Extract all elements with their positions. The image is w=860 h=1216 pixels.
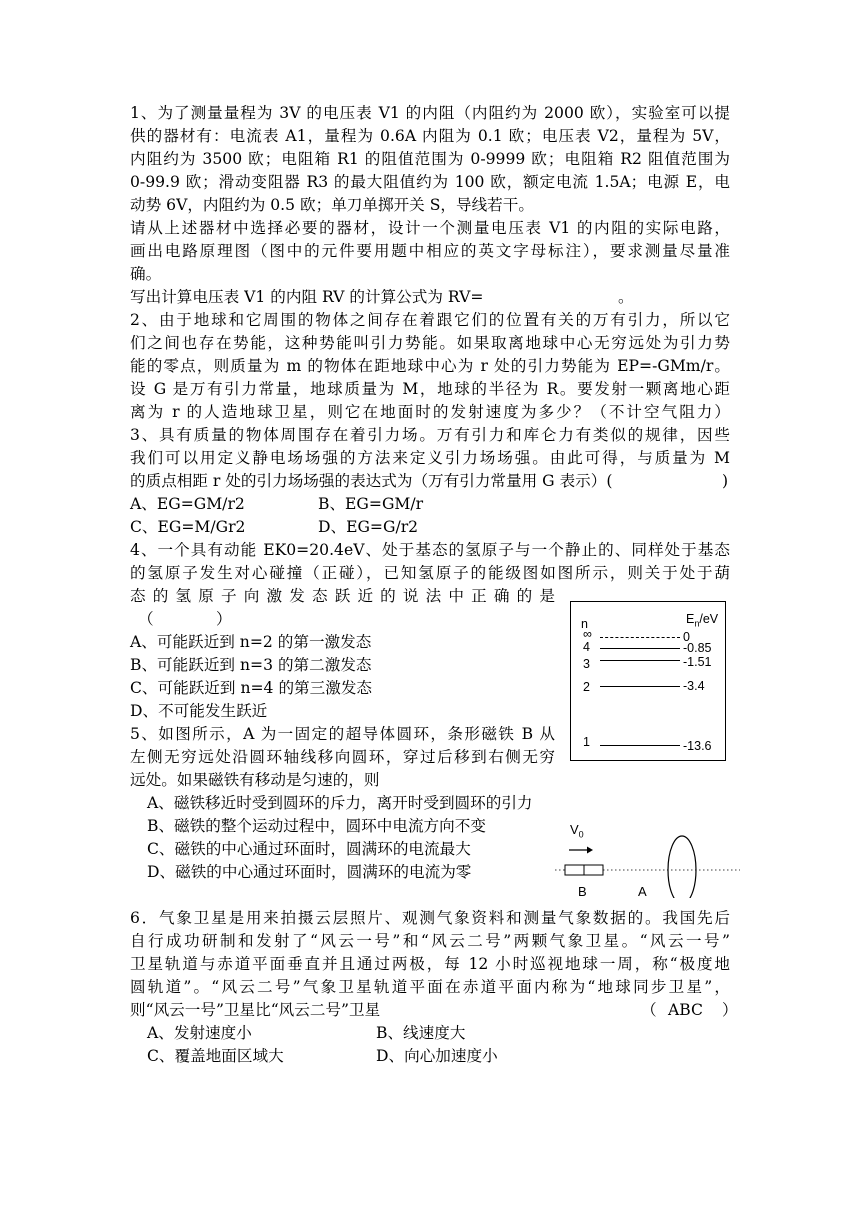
q6-option-d: D、向心加速度小 (376, 1047, 498, 1065)
q4-option-d: D、不可能发生跃近 (130, 702, 268, 720)
magnet-ring-figure (555, 820, 745, 898)
q4-open-paren: （ (138, 610, 154, 628)
q6-line-5: 则“风云一号”卫星比“风云二号”卫星 (130, 1001, 381, 1019)
level-1-line (600, 745, 680, 746)
q3-line-2: 我们可以用定义静电场场强的方法来定义引力场场强。由此可得，与质量为 M (130, 449, 730, 467)
q1-formula-suffix: 。 (618, 288, 634, 306)
level-1-e: -13.6 (683, 739, 712, 753)
q5-line-3: 远处。如果磁铁有移动是匀速的，则 (130, 771, 380, 789)
q1-line-8: 确。 (130, 265, 162, 283)
q4-close-paren: ） (216, 610, 232, 628)
q6-line-4: 圆轨道”。“风云二号”气象卫星轨道平面在赤道平面内称为“地球同步卫星”， (130, 978, 730, 996)
q6-close-paren: ） (722, 1001, 738, 1019)
q1-line-1: 1、为了测量量程为 3V 的电压表 V1 的内阻（内阻约为 2000 欧），实验室可以提 (130, 104, 730, 122)
level-1-n: 1 (583, 735, 590, 749)
energy-unit: /eV (699, 612, 719, 626)
q4-line-1: 4、一个具有动能 EK0=20.4eV、处于基态的氢原子与一个静止的、同样处于基态 (130, 541, 730, 559)
level-2-e: -3.4 (683, 679, 705, 693)
q5-option-c: C、磁铁的中心通过环面时，圆满环的电流最大 (147, 840, 471, 858)
q1-formula-prefix: 写出计算电压表 V1 的内阻 RV 的计算公式为 RV= (130, 288, 484, 306)
energy-level-diagram (570, 601, 726, 761)
superconducting-ring (668, 836, 696, 898)
q2-line-5: 离为 r 的人造地球卫星，则它在地面时的发射速度为多少？（不计空气阻力） (130, 403, 730, 421)
q1-line-3: 内阻约为 3500 欧；电阻箱 R1 的阻值范围为 0-9999 欧；电阻箱 R2 阻值范围为 (130, 150, 730, 168)
velocity-subscript: 0 (578, 829, 584, 840)
level-3-e: -1.51 (683, 655, 712, 669)
level-4-e: -0.85 (683, 641, 712, 655)
level-2-n: 2 (583, 680, 590, 694)
q6-line-3: 卫星轨道与赤道平面垂直并且通过两极，每 12 小时巡视地球一周，称“极度地 (130, 955, 730, 973)
q1-line-7: 画出电路原理图（图中的元件要用题中相应的英文字母标注），要求测量尽量准 (130, 242, 730, 260)
q4-option-b: B、可能跃近到 n=3 的第二激发态 (130, 656, 372, 674)
q2-line-2: 们之间也存在势能，这种势能叫引力势能。如果取离地球中心无穷远处为引力势 (130, 334, 730, 352)
q3-close-paren: ) (722, 472, 729, 490)
energy-subscript: n (694, 618, 700, 629)
q6-answer: ABC (668, 1001, 703, 1019)
velocity-symbol: V (570, 822, 579, 837)
q1-line-2: 供的器材有：电流表 A1，量程为 0.6A 内阻为 0.1 欧；电压表 V2，量程为 5V， (130, 127, 730, 145)
magnet-label: B (578, 884, 587, 899)
q5-line-2: 左侧无穷远处沿圆环轴线移向圆环，穿过后移到右侧无穷 (130, 748, 555, 766)
q1-line-4: 0-99.9 欧；滑动变阻器 R3 的最大阻值约为 100 欧，额定电流 1.5A；电源 E，电 (130, 173, 730, 191)
q6-option-b: B、线速度大 (376, 1024, 466, 1042)
level-4-line (600, 648, 680, 649)
q3-option-c: C、EG=M/Gr2 (130, 518, 246, 536)
level-3-line (600, 660, 680, 661)
q3-option-a: A、EG=GM/r2 (130, 495, 245, 513)
ring-label: A (638, 884, 647, 899)
level-inf-n: ∞ (583, 627, 592, 641)
velocity-arrow-head (587, 847, 593, 854)
q3-line-1: 3、具有质量的物体周围存在着引力场。万有引力和库仑力有类似的规律，因些 (130, 426, 730, 444)
q4-option-c: C、可能跃近到 n=4 的第三激发态 (130, 679, 373, 697)
q5-option-d: D、磁铁的中心通过环面时，圆满环的电流为零 (147, 863, 472, 881)
q5-line-1: 5、如图所示，A 为一固定的超导体圆环，条形磁铁 B 从 (130, 725, 555, 743)
q6-option-a: A、发射速度小 (147, 1024, 252, 1042)
q6-open-paren: （ (641, 1001, 657, 1019)
level-4-n: 4 (583, 640, 590, 654)
level-2-line (600, 686, 680, 687)
q3-option-d: D、EG=G/r2 (318, 518, 419, 536)
level-inf-e: 0 (683, 630, 690, 644)
q4-line-2: 的氢原子发生对心碰撞（正碰），已知氢原子的能级图如图所示，则关于处于葫 (130, 564, 730, 582)
q5-option-a: A、磁铁移近时受到圆环的斥力，离开时受到圆环的引力 (147, 794, 533, 812)
q5-option-b: B、磁铁的整个运动过程中，圆环中电流方向不变 (147, 817, 486, 835)
diagram-energy-label (686, 612, 718, 629)
q4-line-3: 态的氢原子向激发态跃近的说法中正确的是 (130, 587, 555, 605)
energy-symbol: E (686, 612, 695, 626)
q1-line-6: 请从上述器材中选择必要的器材，设计一个测量电压表 V1 的内阻的实际电路， (130, 219, 730, 237)
level-3-n: 3 (583, 657, 590, 671)
q3-option-b: B、EG=GM/r (318, 495, 424, 513)
level-inf-line (600, 637, 680, 638)
diagram-n-label: n (581, 617, 588, 631)
q2-line-1: 2、由于地球和它周围的物体之间存在着跟它们的位置有关的万有引力，所以它 (130, 311, 730, 329)
q3-line-3: 的质点相距 r 处的引力场场强的表达式为（万有引力常量用 G 表示）( (130, 472, 613, 490)
q4-option-a: A、可能跃近到 n=2 的第一激发态 (130, 633, 372, 651)
q6-option-c: C、覆盖地面区域大 (147, 1047, 284, 1065)
q6-line-1: 6．气象卫星是用来拍摄云层照片、观测气象资料和测量气象数据的。我国先后 (130, 909, 730, 927)
q6-line-2: 自行成功研制和发射了“风云一号”和“风云二号”两颗气象卫星。“风云一号” (130, 932, 730, 950)
q1-line-5: 动势 6V，内阻约为 0.5 欧；单刀单掷开关 S，导线若干。 (130, 196, 534, 214)
q2-line-4: 设 G 是万有引力常量，地球质量为 M，地球的半径为 R。要发射一颗离地心距 (130, 380, 730, 398)
q2-line-3: 能的零点，则质量为 m 的物体在距地球中心为 r 处的引力势能为 EP=-GMm/r。 (130, 357, 730, 375)
